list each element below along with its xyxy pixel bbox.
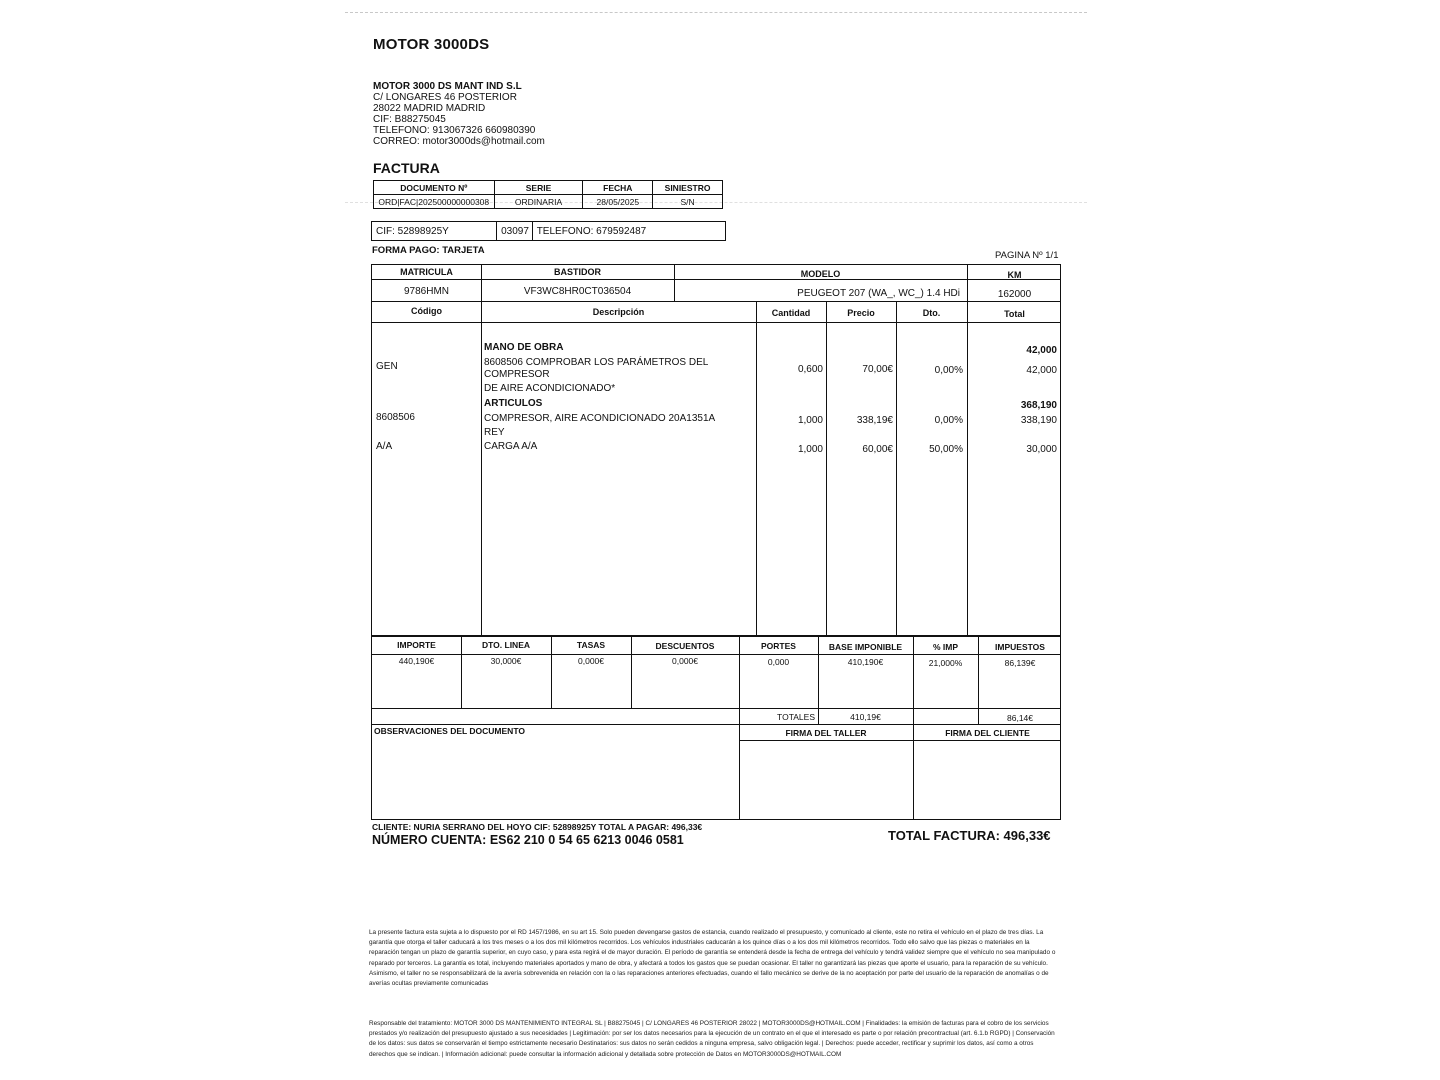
scan-edge-line xyxy=(345,12,1087,13)
doc-series-header: SERIE xyxy=(494,181,583,195)
table-divider xyxy=(372,279,1060,280)
company-cif: CIF: B88275045 xyxy=(373,114,446,125)
col-code-header: Código xyxy=(411,306,442,316)
line-3-total: 30,000 xyxy=(1026,444,1057,455)
col-price-header: Precio xyxy=(847,308,875,318)
line-2-price: 338,19€ xyxy=(856,415,893,426)
client-code: 03097 xyxy=(497,222,533,241)
vehicle-km-header: KM xyxy=(1007,270,1022,280)
line-1-price: 70,00€ xyxy=(862,364,893,375)
line-2-description: COMPRESOR, AIRE ACONDICIONADO 20A1351A xyxy=(484,413,716,424)
section-labour-label: MANO DE OBRA xyxy=(484,342,564,353)
sum-taxes-value: 86,139€ xyxy=(1004,658,1036,668)
doc-date-value: 28/05/2025 xyxy=(583,195,653,209)
doc-number-value: ORD|FAC|202500000000308 xyxy=(374,195,495,209)
sum-line-discount-header: DTO. LINEA xyxy=(481,640,530,650)
summary-table xyxy=(371,636,1061,820)
col-discount-header: Dto. xyxy=(922,308,941,318)
sum-fees-value: 0,000€ xyxy=(578,656,604,666)
line-2-total: 338,190 xyxy=(1020,415,1057,426)
client-cif: CIF: 52898925Y xyxy=(372,222,497,241)
line-3-code: A/A xyxy=(376,441,393,452)
line-3-description: CARGA A/A xyxy=(484,441,538,452)
invoice-lines-table xyxy=(371,264,1061,636)
doc-claim-header: SINIESTRO xyxy=(653,181,723,195)
sum-tax-rate-header: % IMP xyxy=(932,642,959,652)
section-parts-total: 368,190 xyxy=(1020,400,1057,411)
table-divider xyxy=(372,654,1060,655)
line-1-description: 8608506 COMPROBAR LOS PARÁMETROS DEL xyxy=(484,357,709,368)
company-name: MOTOR 3000 DS MANT IND S.L xyxy=(373,81,522,92)
client-phone: TELEFONO: 679592487 xyxy=(532,222,725,241)
payment-method: FORMA PAGO: TARJETA xyxy=(372,245,485,256)
sum-taxes-header: IMPUESTOS xyxy=(995,642,1045,652)
totals-label: TOTALES xyxy=(777,712,815,722)
line-3-quantity: 1,000 xyxy=(797,444,823,455)
section-labour-total: 42,000 xyxy=(1026,345,1057,356)
bank-account: NÚMERO CUENTA: ES62 210 0 54 65 6213 0046 0581 xyxy=(372,833,684,847)
table-divider xyxy=(372,724,1060,725)
sum-tax-base-value: 410,190€ xyxy=(847,657,884,667)
observations-header: OBSERVACIONES DEL DOCUMENTO xyxy=(374,726,525,736)
table-divider xyxy=(896,301,897,635)
vehicle-vin-header: BASTIDOR xyxy=(554,267,601,277)
section-parts-label: ARTICULOS xyxy=(484,398,543,409)
page-number: PAGINA Nº 1/1 xyxy=(995,250,1059,261)
sum-line-discount-value: 30,000€ xyxy=(490,656,522,666)
table-divider xyxy=(372,322,1060,323)
sum-shipping-header: PORTES xyxy=(761,641,796,651)
line-3-discount: 50,00% xyxy=(929,444,963,455)
line-1-code: GEN xyxy=(376,361,398,372)
client-signature-header: FIRMA DEL CLIENTE xyxy=(945,728,1030,738)
line-2-code: 8608506 xyxy=(376,412,415,423)
doc-date-header: FECHA xyxy=(583,181,653,195)
vehicle-model: PEUGEOT 207 (WA_, WC_) 1.4 HDi xyxy=(797,288,960,299)
table-divider xyxy=(756,301,757,635)
totals-tax-base: 410,19€ xyxy=(850,712,881,722)
document-title: FACTURA xyxy=(373,160,440,176)
workshop-signature-header: FIRMA DEL TALLER xyxy=(785,728,867,738)
sum-shipping-value: 0,000 xyxy=(767,657,790,667)
sum-fees-header: TASAS xyxy=(576,640,606,650)
invoice-total: TOTAL FACTURA: 496,33€ xyxy=(888,828,1051,843)
line-1-description: DE AIRE ACONDICIONADO* xyxy=(484,383,616,394)
line-1-total: 42,000 xyxy=(1026,365,1057,376)
line-3-price: 60,00€ xyxy=(862,444,893,455)
line-2-description: REY xyxy=(484,427,505,438)
brand-title: MOTOR 3000DS xyxy=(373,36,490,53)
doc-number-header: DOCUMENTO Nº xyxy=(374,181,495,195)
vehicle-plate-header: MATRICULA xyxy=(400,267,453,277)
line-1-discount: 0,00% xyxy=(934,365,963,376)
sum-import-header: IMPORTE xyxy=(397,640,436,650)
company-address: C/ LONGARES 46 POSTERIOR xyxy=(373,92,517,103)
line-1-description: COMPRESOR xyxy=(484,369,550,380)
company-block xyxy=(373,81,545,147)
doc-claim-value: S/N xyxy=(653,195,723,209)
company-city: 28022 MADRID MADRID xyxy=(373,103,486,114)
sum-tax-base-header: BASE IMPONIBLE xyxy=(828,642,903,652)
col-quantity-header: Cantidad xyxy=(771,308,811,318)
client-bar xyxy=(371,221,726,241)
document-info-table xyxy=(373,180,723,209)
table-divider xyxy=(826,301,827,635)
vehicle-plate: 9786HMN xyxy=(403,286,450,297)
vehicle-model-header: MODELO xyxy=(800,269,841,279)
col-total-header: Total xyxy=(1004,309,1025,319)
company-email: CORREO: motor3000ds@hotmail.com xyxy=(373,136,545,147)
line-1-quantity: 0,600 xyxy=(797,364,823,375)
table-divider xyxy=(372,301,1060,302)
table-divider xyxy=(739,740,1060,741)
sum-discounts-header: DESCUENTOS xyxy=(655,641,715,651)
table-divider xyxy=(372,708,1060,709)
privacy-notice: Responsable del tratamiento: MOTOR 3000 DS MANTENIMIENTO INTEGRAL SL | B88275045 | C/ LONGARES 46 POSTERIOR 28022 | MOTOR3000DS@HOTMAIL.COM | Finalidades: la emisión de facturas para el cobro de los servicios prestados y/o realización del presupuesto ajustado a sus necesidades | Legitimación: por ser los datos necesarios para la ejecución de un contrato en el que el interesado es parte o por relación precontractual (art. 6.1.b RGPD) | Conservación de los datos: sus datos se conservarán el tiempo estrictamente necesario Destinatarios: sus datos no serán cedidos a ninguna empresa, salvo obligación legal. | Derechos: puede acceder, rectificar y suprimir los datos, así como a otros derechos que se indican. | Información adicional: puede consultar la información adicional y detallada sobre protección de Datos en MOTOR3000DS@HOTMAIL.COM xyxy=(369,1020,1055,1058)
line-2-quantity: 1,000 xyxy=(797,415,823,426)
sum-tax-rate-value: 21,000% xyxy=(928,658,963,668)
client-summary: CLIENTE: NURIA SERRANO DEL HOYO CIF: 52898925Y TOTAL A PAGAR: 496,33€ xyxy=(372,822,703,832)
vehicle-km: 162000 xyxy=(997,289,1032,300)
sum-discounts-value: 0,000€ xyxy=(672,656,698,666)
sum-import-value: 440,190€ xyxy=(398,656,435,666)
table-divider xyxy=(481,301,482,635)
col-description-header: Descripción xyxy=(592,307,645,317)
doc-series-value: ORDINARIA xyxy=(494,195,583,209)
totals-taxes: 86,14€ xyxy=(1007,713,1033,723)
legal-terms: La presente factura esta sujeta a lo dispuesto por el RD 1457/1986, en su art 15. Solo pueden devengarse gastos de estancia, cuando realizado el presupuesto, y comunicado al cliente, este no retira el vehículo en el plazo de tres días. La garantía que otorga el taller caducará a los tres meses o a los dos mil kilómetros recorridos. Los vehículos industriales caducarán a los quince días o a los dos mil kilómetros recorridos. Todo ello salvo que las piezas o materiales en la reparación tengan un plazo de garantía superior, en cuyo caso, y para esta regirá el de mayor duración. El período de garantía se entenderá desde la fecha de entrega del vehículo y tendrá validez siempre que el vehículo no sea manipulado o reparado por terceros. La garantía es total, incluyendo materiales aportados y mano de obra, y afectará a todos los gastos que se puedan ocasionar. El taller no garantizará las piezas que aporte el usuario, para la reparación de su vehículo. Asimismo, el taller no se responsabilizará de la avería sobrevenida en relación con la o las reparaciones anteriores efectuadas, cuando el fallo mecánico se derive de la no aceptación por parte del usuario de la reparación de anomalías o de averías ocultas previamente comunicadas xyxy=(369,929,1056,988)
company-phone: TELEFONO: 913067326 660980390 xyxy=(373,125,536,136)
vehicle-vin: VF3WC8HR0CT036504 xyxy=(523,286,632,297)
line-2-discount: 0,00% xyxy=(934,415,963,426)
